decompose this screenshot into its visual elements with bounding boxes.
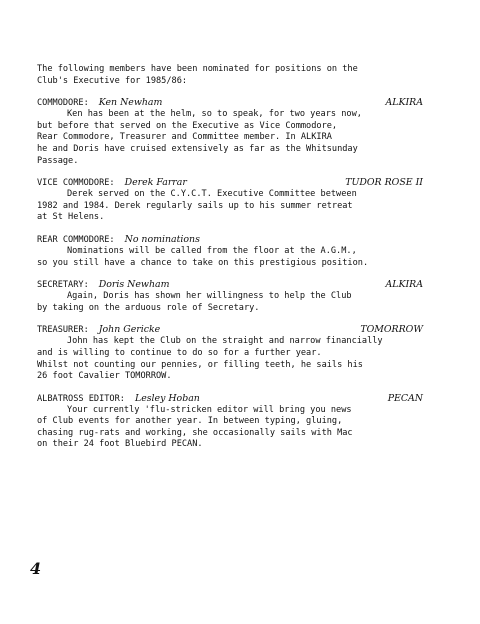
entry-body <box>37 291 437 314</box>
entry-rear-commodore <box>37 234 437 269</box>
document-page <box>37 64 437 461</box>
entry-albatross-editor <box>37 393 437 451</box>
body-line: 26 foot Cavalier TOMORROW. <box>37 371 172 382</box>
boat-name: PECAN <box>387 392 423 404</box>
role-label: VICE COMMODORE: <box>37 178 115 189</box>
body-line: at St Helens. <box>37 212 105 223</box>
boat-name: ALKIRA <box>385 97 423 109</box>
intro-paragraph <box>37 64 437 87</box>
body-line: John has kept the Club on the straight and narrow financially <box>67 336 383 347</box>
nominee-name: Lesley Hoban <box>134 392 200 404</box>
nominee-name: Derek Farrar <box>124 177 187 189</box>
body-line: so you still have a chance to take on this prestigious position. <box>37 257 369 268</box>
body-line: chasing rug-rats and working, she occasionally sails with Mac <box>37 427 353 438</box>
body-line: by taking on the arduous role of Secretary. <box>37 302 260 313</box>
boat-name: TOMORROW <box>360 324 423 336</box>
body-line: Rear Commodore, Treasurer and Committee member. In ALKIRA <box>37 132 332 143</box>
body-line: he and Doris have cruised extensively as far as the Whitsunday <box>37 143 358 154</box>
boat-name: ALKIRA <box>385 279 423 291</box>
body-line: on their 24 foot Bluebird PECAN. <box>37 439 203 450</box>
body-line: but before that served on the Executive as Vice Commodore, <box>37 120 338 131</box>
body-line: of Club events for another year. In between typing, gluing, <box>37 416 343 427</box>
entry-body <box>37 336 437 382</box>
boat-name: TUDOR ROSE II <box>345 177 423 189</box>
intro-line: The following members have been nominated for positions on the <box>37 64 358 74</box>
nominee-name: John Gericke <box>98 324 161 336</box>
role-label: SECRETARY: <box>37 280 89 291</box>
entry-secretary <box>37 279 437 314</box>
nominee-name: No nominations <box>124 233 200 245</box>
intro-line: Club's Executive for 1985/86: <box>37 75 188 86</box>
role-label: REAR COMMODORE: <box>37 234 115 245</box>
role-label: TREASURER: <box>37 325 89 336</box>
entry-commodore <box>37 97 437 167</box>
body-line: and is willing to continue to do so for a further year. <box>37 347 322 358</box>
entry-body <box>37 189 437 224</box>
body-line: Your currently 'flu-stricken editor will bring you news <box>67 404 352 415</box>
nominee-name: Doris Newham <box>98 279 170 291</box>
body-line: Passage. <box>37 155 79 166</box>
body-line: Again, Doris has shown her willingness to help the Club <box>67 291 352 302</box>
entry-heading <box>37 97 437 109</box>
entry-body <box>37 246 437 269</box>
body-line: 1982 and 1984. Derek regularly sails up to his summer retreat <box>37 200 353 211</box>
role-label: COMMODORE: <box>37 98 89 109</box>
entry-heading <box>37 177 437 189</box>
entry-vice-commodore <box>37 177 437 224</box>
entry-heading <box>37 324 437 336</box>
entry-body <box>37 405 437 451</box>
body-line: Ken has been at the helm, so to speak, for two years now, <box>67 109 362 120</box>
entry-heading <box>37 234 437 246</box>
entry-treasurer <box>37 324 437 382</box>
body-line: Nominations will be called from the floor at the A.G.M., <box>67 245 357 256</box>
nominee-name: Ken Newham <box>98 97 163 109</box>
entry-heading <box>37 279 437 291</box>
page-number: 4 <box>30 559 42 578</box>
body-line: Derek served on the C.Y.C.T. Executive Committee between <box>67 189 357 200</box>
role-label: ALBATROSS EDITOR: <box>37 393 125 404</box>
body-line: Whilst not counting our pennies, or filling teeth, he sails his <box>37 359 363 370</box>
entry-body <box>37 109 437 167</box>
entry-heading <box>37 393 437 405</box>
